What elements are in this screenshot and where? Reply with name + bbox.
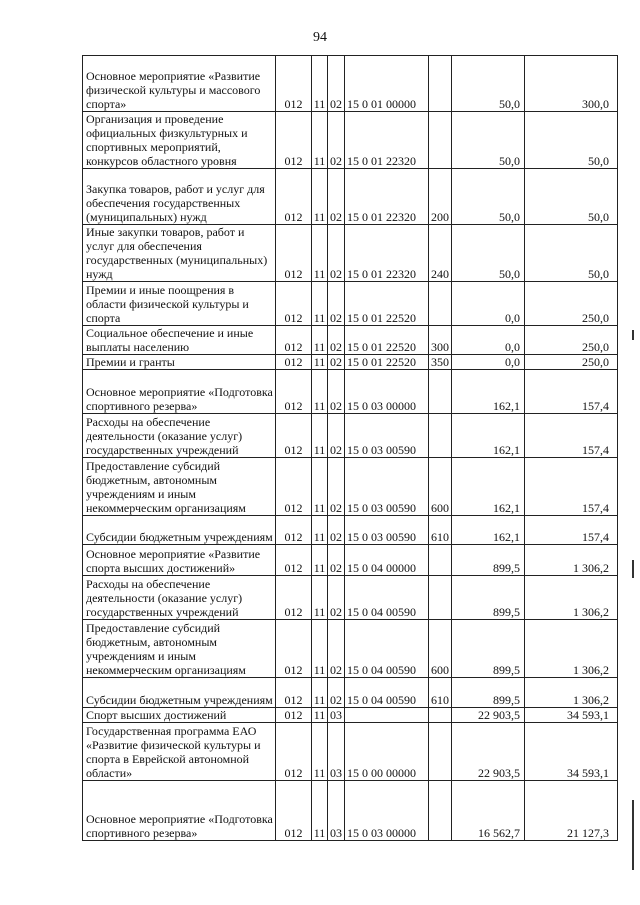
cell-expense-type [429, 112, 452, 169]
cell-target-code: 15 0 04 00000 [345, 545, 429, 576]
cell-target-code: 15 0 01 22320 [345, 225, 429, 282]
cell-expense-type [429, 781, 452, 841]
cell-section: 11 [312, 576, 328, 620]
cell-ministry: 012 [276, 355, 312, 370]
cell-ministry: 012 [276, 458, 312, 516]
cell-section: 11 [312, 781, 328, 841]
table-row [83, 225, 618, 282]
table-row [83, 458, 618, 516]
cell-expense-type [429, 414, 452, 458]
cell-ministry: 012 [276, 723, 312, 781]
cell-amount-1: 22 903,5 [452, 708, 525, 723]
cell-subsection: 02 [328, 370, 345, 414]
cell-section: 11 [312, 723, 328, 781]
cell-amount-1: 162,1 [452, 458, 525, 516]
cell-name: Субсидии бюджетным учреждениям [83, 678, 276, 708]
cell-section: 11 [312, 414, 328, 458]
cell-subsection: 02 [328, 678, 345, 708]
cell-section: 11 [312, 708, 328, 723]
cell-amount-2: 157,4 [525, 458, 618, 516]
cell-section: 11 [312, 516, 328, 545]
cell-ministry: 012 [276, 708, 312, 723]
table-row [83, 516, 618, 545]
cell-subsection: 02 [328, 355, 345, 370]
cell-subsection: 02 [328, 326, 345, 355]
cell-expense-type [429, 56, 452, 112]
cell-amount-2: 1 306,2 [525, 576, 618, 620]
cell-amount-2: 157,4 [525, 414, 618, 458]
cell-expense-type: 240 [429, 225, 452, 282]
table-row [83, 723, 618, 781]
cell-amount-2: 34 593,1 [525, 708, 618, 723]
cell-amount-2: 1 306,2 [525, 620, 618, 678]
cell-subsection: 02 [328, 282, 345, 326]
cell-subsection: 02 [328, 56, 345, 112]
cell-ministry: 012 [276, 414, 312, 458]
table-row [83, 781, 618, 841]
cell-amount-1: 50,0 [452, 112, 525, 169]
scan-edge-mark [632, 330, 634, 340]
cell-name: Основное мероприятие «Развитие спорта высших достижений» [83, 545, 276, 576]
cell-ministry: 012 [276, 326, 312, 355]
cell-subsection: 03 [328, 708, 345, 723]
cell-section: 11 [312, 56, 328, 112]
cell-name: Организация и проведение официальных физкультурных и спортивных мероприятий, конкурсов областного уровня [83, 112, 276, 169]
cell-name: Расходы на обеспечение деятельности (оказание услуг) государственных учреждений [83, 576, 276, 620]
cell-section: 11 [312, 225, 328, 282]
scan-edge-mark [632, 560, 634, 578]
cell-name: Предоставление субсидий бюджетным, автономным учреждениям и иным некоммерческим организациям [83, 458, 276, 516]
cell-target-code: 15 0 03 00590 [345, 458, 429, 516]
table-row [83, 56, 618, 112]
cell-amount-1: 50,0 [452, 169, 525, 225]
cell-name: Иные закупки товаров, работ и услуг для обеспечения государственных (муниципальных) нужд [83, 225, 276, 282]
cell-subsection: 02 [328, 169, 345, 225]
cell-target-code: 15 0 01 22520 [345, 326, 429, 355]
cell-ministry: 012 [276, 576, 312, 620]
cell-ministry: 012 [276, 112, 312, 169]
budget-table [82, 55, 618, 841]
cell-name: Спорт высших достижений [83, 708, 276, 723]
cell-target-code: 15 0 04 00590 [345, 678, 429, 708]
cell-subsection: 02 [328, 620, 345, 678]
cell-amount-1: 162,1 [452, 414, 525, 458]
cell-target-code: 15 0 03 00000 [345, 370, 429, 414]
cell-name: Социальное обеспечение и иные выплаты населению [83, 326, 276, 355]
cell-name: Основное мероприятие «Развитие физической культуры и массового спорта» [83, 56, 276, 112]
cell-subsection: 02 [328, 545, 345, 576]
cell-amount-1: 162,1 [452, 370, 525, 414]
cell-amount-1: 0,0 [452, 355, 525, 370]
table-row [83, 576, 618, 620]
cell-section: 11 [312, 355, 328, 370]
cell-amount-2: 50,0 [525, 225, 618, 282]
cell-target-code: 15 0 01 22320 [345, 112, 429, 169]
cell-name: Основное мероприятие «Подготовка спортивного резерва» [83, 370, 276, 414]
cell-amount-2: 50,0 [525, 169, 618, 225]
cell-subsection: 02 [328, 516, 345, 545]
cell-target-code: 15 0 04 00590 [345, 620, 429, 678]
table-row [83, 282, 618, 326]
cell-ministry: 012 [276, 516, 312, 545]
cell-amount-1: 899,5 [452, 678, 525, 708]
cell-section: 11 [312, 545, 328, 576]
cell-target-code: 15 0 01 22320 [345, 169, 429, 225]
cell-expense-type [429, 370, 452, 414]
cell-expense-type: 200 [429, 169, 452, 225]
cell-expense-type: 300 [429, 326, 452, 355]
page-number: 94 [313, 30, 327, 45]
cell-expense-type [429, 576, 452, 620]
cell-section: 11 [312, 620, 328, 678]
cell-expense-type [429, 282, 452, 326]
cell-expense-type: 600 [429, 458, 452, 516]
cell-target-code: 15 0 01 22520 [345, 355, 429, 370]
cell-subsection: 03 [328, 781, 345, 841]
cell-amount-2: 21 127,3 [525, 781, 618, 841]
cell-target-code: 15 0 03 00000 [345, 781, 429, 841]
cell-section: 11 [312, 370, 328, 414]
cell-ministry: 012 [276, 678, 312, 708]
cell-subsection: 02 [328, 112, 345, 169]
table-row [83, 708, 618, 723]
cell-expense-type [429, 723, 452, 781]
cell-name: Закупка товаров, работ и услуг для обеспечения государственных (муниципальных) нужд [83, 169, 276, 225]
cell-subsection: 02 [328, 458, 345, 516]
cell-subsection: 03 [328, 723, 345, 781]
cell-expense-type: 610 [429, 516, 452, 545]
cell-amount-1: 899,5 [452, 576, 525, 620]
table-row [83, 545, 618, 576]
table-row [83, 370, 618, 414]
cell-amount-1: 50,0 [452, 225, 525, 282]
cell-amount-1: 16 562,7 [452, 781, 525, 841]
cell-ministry: 012 [276, 225, 312, 282]
cell-section: 11 [312, 458, 328, 516]
cell-name: Премии и иные поощрения в области физической культуры и спорта [83, 282, 276, 326]
table-row [83, 112, 618, 169]
table-row [83, 355, 618, 370]
cell-name: Премии и гранты [83, 355, 276, 370]
cell-amount-2: 1 306,2 [525, 545, 618, 576]
cell-amount-1: 22 903,5 [452, 723, 525, 781]
cell-name: Субсидии бюджетным учреждениям [83, 516, 276, 545]
cell-ministry: 012 [276, 282, 312, 326]
cell-ministry: 012 [276, 169, 312, 225]
cell-ministry: 012 [276, 620, 312, 678]
cell-amount-2: 157,4 [525, 516, 618, 545]
cell-section: 11 [312, 678, 328, 708]
cell-amount-2: 34 593,1 [525, 723, 618, 781]
cell-name: Расходы на обеспечение деятельности (оказание услуг) государственных учреждений [83, 414, 276, 458]
cell-section: 11 [312, 112, 328, 169]
cell-amount-1: 899,5 [452, 620, 525, 678]
cell-subsection: 02 [328, 225, 345, 282]
cell-target-code: 15 0 00 00000 [345, 723, 429, 781]
cell-target-code: 15 0 01 00000 [345, 56, 429, 112]
cell-amount-1: 0,0 [452, 282, 525, 326]
cell-expense-type: 610 [429, 678, 452, 708]
cell-amount-2: 250,0 [525, 326, 618, 355]
cell-ministry: 012 [276, 781, 312, 841]
cell-name: Основное мероприятие «Подготовка спортивного резерва» [83, 781, 276, 841]
cell-target-code [345, 708, 429, 723]
cell-amount-2: 1 306,2 [525, 678, 618, 708]
table-row [83, 620, 618, 678]
table-row [83, 678, 618, 708]
cell-target-code: 15 0 04 00590 [345, 576, 429, 620]
cell-name: Предоставление субсидий бюджетным, автономным учреждениям и иным некоммерческим организациям [83, 620, 276, 678]
cell-name: Государственная программа ЕАО «Развитие физической культуры и спорта в Еврейской автономной области» [83, 723, 276, 781]
table-row [83, 414, 618, 458]
scan-edge-mark [632, 800, 634, 870]
cell-ministry: 012 [276, 56, 312, 112]
cell-expense-type: 600 [429, 620, 452, 678]
table-row [83, 326, 618, 355]
cell-section: 11 [312, 169, 328, 225]
cell-amount-1: 0,0 [452, 326, 525, 355]
cell-ministry: 012 [276, 370, 312, 414]
cell-amount-2: 250,0 [525, 282, 618, 326]
cell-amount-1: 899,5 [452, 545, 525, 576]
cell-ministry: 012 [276, 545, 312, 576]
cell-amount-2: 50,0 [525, 112, 618, 169]
cell-subsection: 02 [328, 414, 345, 458]
cell-expense-type: 350 [429, 355, 452, 370]
cell-target-code: 15 0 03 00590 [345, 414, 429, 458]
cell-amount-2: 300,0 [525, 56, 618, 112]
cell-section: 11 [312, 326, 328, 355]
cell-amount-2: 157,4 [525, 370, 618, 414]
cell-target-code: 15 0 01 22520 [345, 282, 429, 326]
cell-amount-1: 162,1 [452, 516, 525, 545]
cell-expense-type [429, 545, 452, 576]
cell-amount-1: 50,0 [452, 56, 525, 112]
cell-expense-type [429, 708, 452, 723]
cell-target-code: 15 0 03 00590 [345, 516, 429, 545]
cell-amount-2: 250,0 [525, 355, 618, 370]
cell-subsection: 02 [328, 576, 345, 620]
table-row [83, 169, 618, 225]
cell-section: 11 [312, 282, 328, 326]
